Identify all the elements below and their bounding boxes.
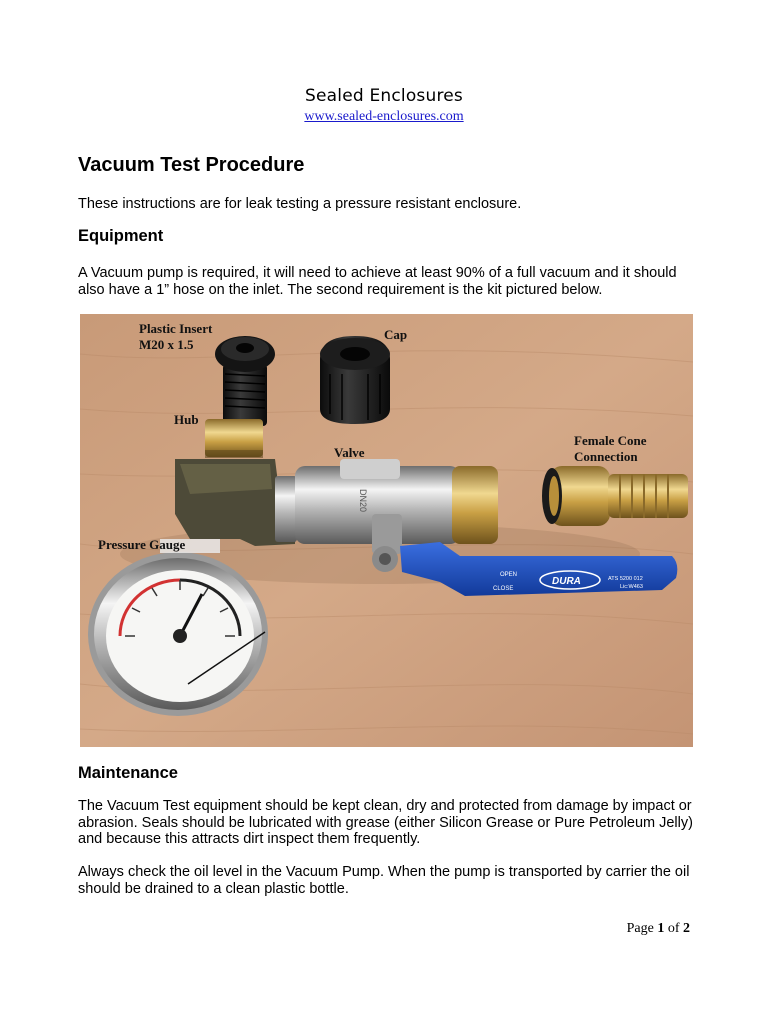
handle-code-text: ATS 5200 012 bbox=[608, 576, 643, 582]
equipment-paragraph: A Vacuum pump is required, it will need to achieve at least 90% of a full vacuum and it should also have a 1” hose on the inlet. The second requirement is the kit pictured below. bbox=[78, 265, 677, 298]
pressure-gauge-part bbox=[88, 552, 268, 716]
equipment-photo-drawing bbox=[80, 314, 693, 747]
female-cone-part bbox=[542, 466, 688, 526]
page-of-word: of bbox=[667, 921, 680, 936]
handle-brand-text: DURA bbox=[552, 576, 581, 587]
page-word: Page bbox=[626, 921, 654, 936]
cap-part bbox=[320, 336, 390, 424]
equipment-heading: Equipment bbox=[78, 227, 164, 245]
company-name: Sealed Enclosures bbox=[305, 86, 463, 106]
hub-label: Hub bbox=[174, 412, 199, 427]
page-current: 1 bbox=[657, 921, 665, 936]
handle-lic-text: Lic:W463 bbox=[620, 584, 643, 590]
cap-label: Cap bbox=[384, 327, 408, 342]
page-total: 2 bbox=[683, 921, 690, 936]
pressure-gauge-label: Pressure Gauge bbox=[98, 537, 186, 552]
valve-label: Valve bbox=[334, 445, 365, 460]
maintenance-paragraph-2: Always check the oil level in the Vacuum Pump. When the pump is transported by carrier the oil should be drained to a clean plastic bottle. bbox=[78, 864, 690, 897]
handle-close-text: CLOSE bbox=[493, 586, 514, 592]
page-number bbox=[627, 921, 690, 937]
equipment-photo bbox=[80, 314, 693, 747]
document-title: Vacuum Test Procedure bbox=[78, 154, 305, 176]
maintenance-paragraph-1: The Vacuum Test equipment should be kept clean, dry and protected from damage by impact or abrasion. Seals should be lubricated with grease (either Silicon Grease or Pure Petroleum Jelly) and because this attracts dirt inspect them frequently. bbox=[78, 798, 693, 847]
svg-text:DN20: DN20 bbox=[358, 489, 368, 513]
maintenance-heading: Maintenance bbox=[78, 764, 178, 782]
intro-paragraph: These instructions are for leak testing a pressure resistant enclosure. bbox=[78, 196, 522, 212]
female-cone-label: Female Cone Connection bbox=[574, 433, 647, 464]
plastic-insert-part bbox=[215, 336, 275, 426]
handle-open-text: OPEN bbox=[500, 572, 518, 578]
plastic-insert-label: Plastic Insert M20 x 1.5 bbox=[139, 321, 213, 352]
company-website-link[interactable]: www.sealed-enclosures.com bbox=[304, 109, 464, 124]
